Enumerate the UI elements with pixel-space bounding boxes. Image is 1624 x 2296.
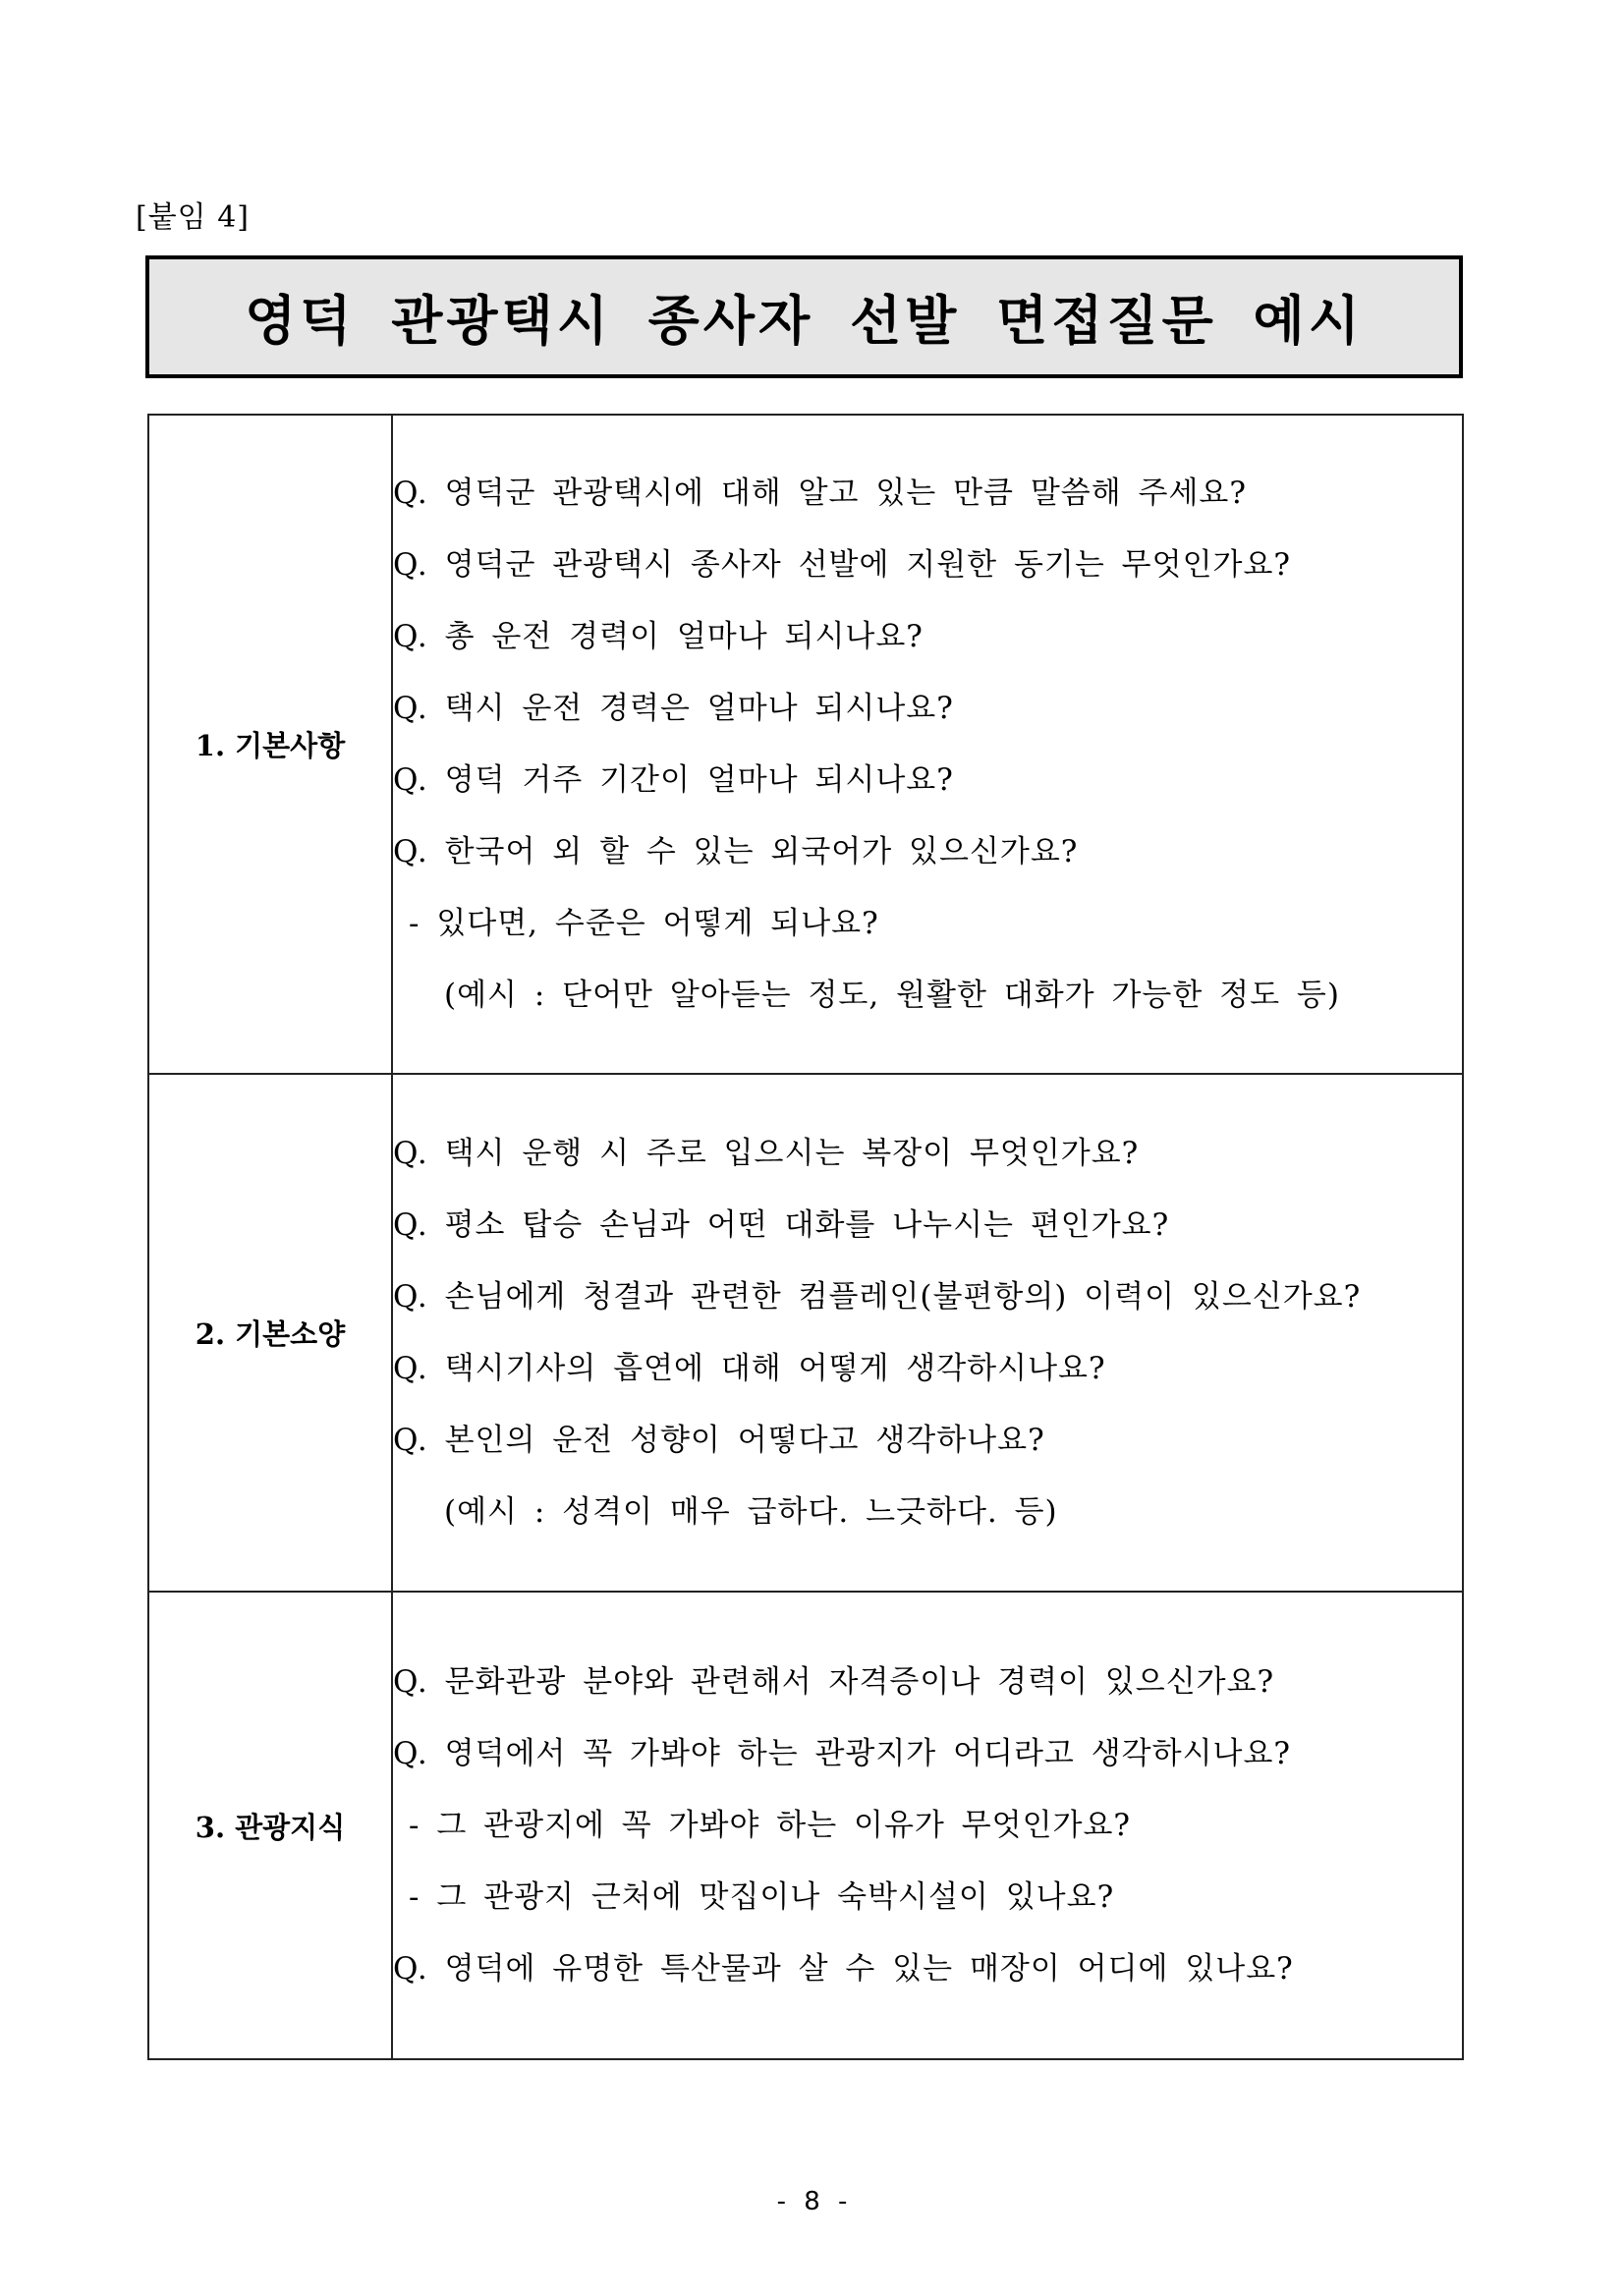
category-cell: 3. 관광지식 bbox=[148, 1592, 392, 2059]
category-cell: 1. 기본사항 bbox=[148, 415, 392, 1074]
example-line: (예시 : 성격이 매우 급하다. 느긋하다. 등) bbox=[444, 1493, 1058, 1530]
category-cell: 2. 기본소양 bbox=[148, 1074, 392, 1592]
page-number: - 8 - bbox=[776, 2187, 848, 2216]
title-box bbox=[145, 255, 1463, 378]
question-line: Q. 본인의 운전 성향이 어떻다고 생각하나요? bbox=[393, 1422, 1045, 1458]
question-line: Q. 택시 운행 시 주로 입으시는 복장이 무엇인가요? bbox=[393, 1135, 1140, 1171]
table-row bbox=[148, 1074, 1463, 1592]
question-line: Q. 영덕군 관광택시 종사자 선발에 지원한 동기는 무엇인가요? bbox=[393, 546, 1292, 583]
example-line: (예시 : 단어만 알아듣는 정도, 원활한 대화가 가능한 정도 등) bbox=[444, 977, 1340, 1013]
table-row bbox=[148, 1592, 1463, 2059]
question-line: Q. 총 운전 경력이 얼마나 되시나요? bbox=[393, 618, 924, 654]
question-line: Q. 영덕군 관광택시에 대해 알고 있는 만큼 말씀해 주세요? bbox=[393, 475, 1247, 511]
question-line: Q. 영덕에 유명한 특산물과 살 수 있는 매장이 어디에 있나요? bbox=[393, 1950, 1294, 1987]
question-line: Q. 한국어 외 할 수 있는 외국어가 있으신가요? bbox=[393, 833, 1079, 869]
table-row bbox=[148, 415, 1463, 1074]
question-line: Q. 손님에게 청결과 관련한 컴플레인(불편항의) 이력이 있으신가요? bbox=[393, 1278, 1362, 1315]
questions-cell bbox=[392, 415, 1463, 1074]
attachment-label: [붙임 4] bbox=[136, 200, 250, 235]
question-line: Q. 영덕에서 꼭 가봐야 하는 관광지가 어디라고 생각하시나요? bbox=[393, 1735, 1292, 1771]
interview-questions-table bbox=[147, 414, 1464, 2060]
question-line: Q. 택시 운전 경력은 얼마나 되시나요? bbox=[393, 690, 954, 726]
question-line: Q. 평소 탑승 손님과 어떤 대화를 나누시는 편인가요? bbox=[393, 1206, 1170, 1243]
sub-question-line: - 그 관광지에 꼭 가봐야 하는 이유가 무엇인가요? bbox=[409, 1807, 1132, 1843]
question-line: Q. 영덕 거주 기간이 얼마나 되시나요? bbox=[393, 761, 954, 798]
questions-cell bbox=[392, 1592, 1463, 2059]
sub-question-line: - 그 관광지 근처에 맛집이나 숙박시설이 있나요? bbox=[409, 1878, 1115, 1915]
question-line: Q. 택시기사의 흡연에 대해 어떻게 생각하시나요? bbox=[393, 1350, 1106, 1386]
question-line: Q. 문화관광 분야와 관련해서 자격증이나 경력이 있으신가요? bbox=[393, 1663, 1275, 1700]
page-title: 영덕 관광택시 종사자 선발 면접질문 예시 bbox=[245, 290, 1364, 352]
questions-cell bbox=[392, 1074, 1463, 1592]
sub-question-line: - 있다면, 수준은 어떻게 되나요? bbox=[409, 905, 879, 941]
